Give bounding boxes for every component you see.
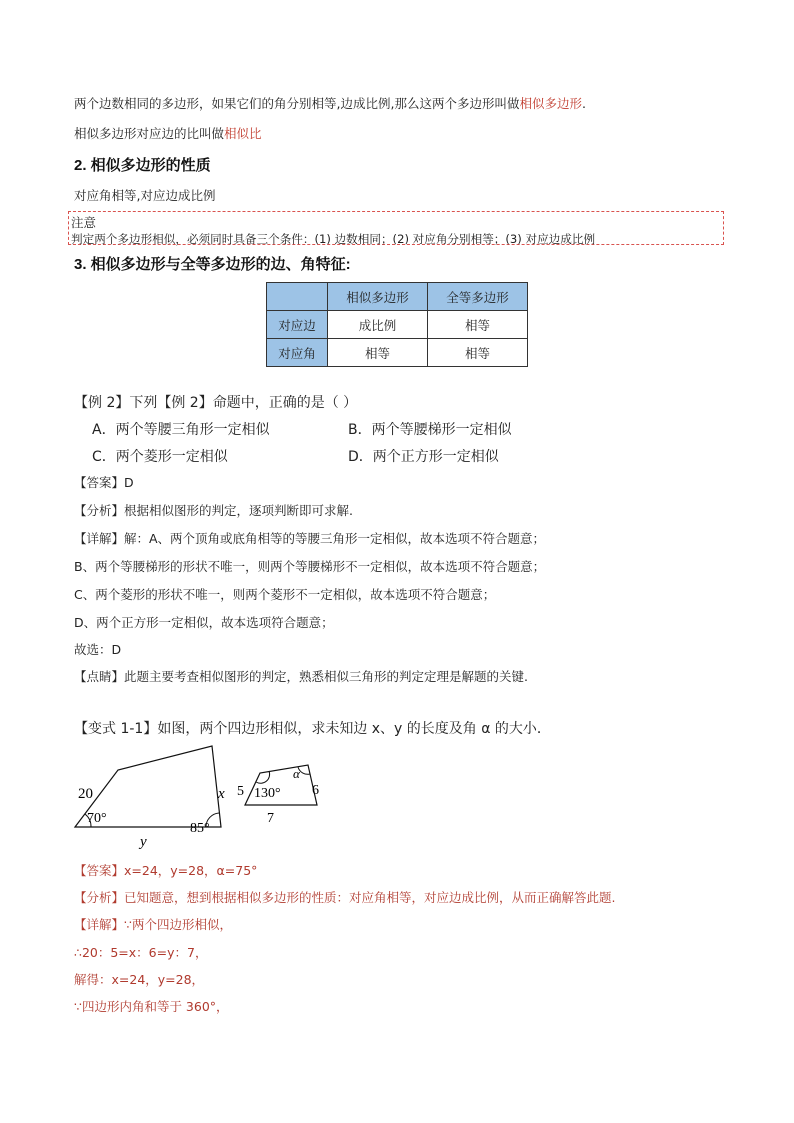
label-20: 20 bbox=[78, 786, 93, 802]
example-2-detail-line: D、两个正方形一定相似，故本选项符合题意； bbox=[74, 615, 334, 630]
label-y: y bbox=[140, 834, 147, 850]
section-2-text: 对应角相等,对应边成比例 bbox=[74, 188, 216, 203]
table-row-label: 对应角 bbox=[267, 339, 328, 367]
example-2-detail-line: 【详解】解：A、两个顶角或底角相等的等腰三角形一定相似，故本选项不符合题意； bbox=[74, 531, 546, 546]
intro-line-2 bbox=[74, 124, 262, 142]
table-header-cell: 相似多边形 bbox=[328, 283, 428, 311]
variant-detail-line: 解得：x=24，y=28， bbox=[74, 972, 205, 987]
label-6: 6 bbox=[312, 783, 319, 798]
table-row bbox=[267, 339, 528, 367]
table-row bbox=[267, 311, 528, 339]
example-2-question: 【例 2】下列【例 2】命题中，正确的是（ ） bbox=[74, 395, 358, 411]
example-2-detail-line: C、两个菱形的形状不唯一，则两个菱形不一定相似，故本选项不符合题意； bbox=[74, 587, 496, 602]
example-2-remark: 【点睛】此题主要考查相似图形的判定，熟悉相似三角形的判定定理是解题的关键. bbox=[74, 669, 528, 684]
label-85-degrees: 85° bbox=[190, 821, 210, 836]
table-header-cell bbox=[267, 283, 328, 311]
example-2-answer: 【答案】D bbox=[74, 475, 134, 490]
section-3-heading: 3. 相似多边形与全等多边形的边、角特征: bbox=[74, 256, 351, 273]
table-header-cell: 全等多边形 bbox=[428, 283, 528, 311]
term-similarity-ratio: 相似比 bbox=[224, 126, 262, 141]
table-header-row bbox=[267, 283, 528, 311]
intro-line-1 bbox=[74, 94, 586, 112]
intro-period: . bbox=[581, 96, 586, 111]
option-a: A．两个等腰三角形一定相似 bbox=[92, 422, 270, 438]
table-cell: 相等 bbox=[428, 311, 528, 339]
variant-1-1-question: 【变式 1-1】如图，两个四边形相似，求未知边 x、y 的长度及角 α 的大小． bbox=[74, 721, 551, 737]
quadrilateral-figure bbox=[70, 740, 340, 850]
label-5: 5 bbox=[237, 784, 244, 799]
intro-text-2: 相似多边形对应边的比叫做 bbox=[74, 126, 225, 141]
intro-text: 两个边数相同的多边形，如果它们的角分别相等,边成比例,那么这两个多边形叫做 bbox=[74, 96, 520, 111]
label-70-degrees: 70° bbox=[87, 811, 107, 826]
example-2-detail-line: 故选：D bbox=[74, 642, 122, 657]
label-x: x bbox=[218, 786, 225, 802]
option-d: D．两个正方形一定相似 bbox=[348, 449, 499, 465]
variant-analysis: 【分析】已知题意，想到根据相似多边形的性质：对应角相等，对应边成比例，从而正确解答此题. bbox=[74, 890, 616, 905]
table-cell: 成比例 bbox=[328, 311, 428, 339]
term-similar-polygon: 相似多边形 bbox=[519, 96, 582, 111]
table-cell: 相等 bbox=[328, 339, 428, 367]
label-alpha: α bbox=[293, 766, 300, 781]
comparison-table bbox=[266, 282, 528, 367]
option-b: B．两个等腰梯形一定相似 bbox=[348, 422, 512, 438]
label-7: 7 bbox=[267, 811, 274, 826]
option-c: C．两个菱形一定相似 bbox=[92, 449, 228, 465]
variant-detail-line: ∴20：5=x：6=y：7， bbox=[74, 945, 208, 960]
variant-detail-line: ∵四边形内角和等于 360°， bbox=[74, 999, 229, 1014]
section-2-heading: 2. 相似多边形的性质 bbox=[74, 157, 211, 174]
example-2-analysis: 【分析】根据相似图形的判定，逐项判断即可求解. bbox=[74, 503, 353, 518]
label-130-degrees: 130° bbox=[254, 786, 281, 801]
variant-answer: 【答案】x=24，y=28，α=75° bbox=[74, 863, 258, 878]
table-cell: 相等 bbox=[428, 339, 528, 367]
variant-detail-line: 【详解】∵两个四边形相似， bbox=[74, 917, 232, 932]
note-title: 注意 bbox=[71, 215, 97, 230]
table-row-label: 对应边 bbox=[267, 311, 328, 339]
example-2-detail-line: B、两个等腰梯形的形状不唯一，则两个等腰梯形不一定相似，故本选项不符合题意； bbox=[74, 559, 546, 574]
note-text: 判定两个多边形相似，必须同时具备三个条件：(1) 边数相同；(2) 对应角分别相等；(3) 对应边成比例 bbox=[71, 232, 596, 246]
